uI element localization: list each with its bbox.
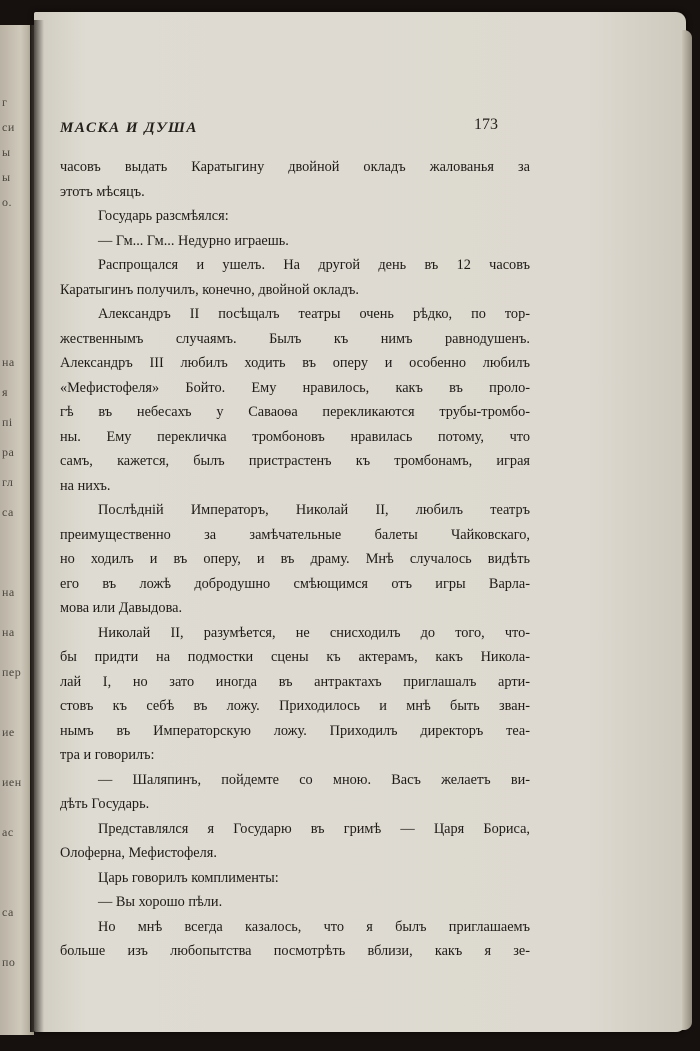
text-line: Олоферна, Мефистофеля.: [60, 845, 217, 861]
left-page-fragment: пер: [2, 665, 22, 679]
left-page-fragment: на: [2, 585, 15, 599]
text-line: больше изъ любопытства посмотрѣть вблизи, какъ я зе-: [60, 943, 530, 959]
left-page-fragment: ие: [2, 725, 15, 739]
left-page-fragment: ы: [2, 170, 11, 184]
text-line: Каратыгинъ получилъ, конечно, двойной окладъ.: [60, 281, 359, 298]
left-page-fragment: пі: [2, 415, 13, 429]
left-page-edge: [0, 25, 34, 1035]
text-line: Александръ II посѣщалъ театры очень рѣдко, по тор-: [98, 306, 530, 322]
left-page-fragment: са: [2, 905, 14, 919]
text-line: — Вы хорошо пѣли.: [98, 894, 223, 910]
text-line: — Шаляпинъ, пойдемте со мною. Васъ желаетъ ви-: [98, 771, 530, 788]
left-page-fragment: ас: [2, 825, 14, 839]
page-edge: [682, 30, 692, 1030]
left-page-fragment: си: [2, 120, 15, 134]
text-line: Царь говорилъ комплименты:: [98, 869, 279, 886]
text-line: часовъ выдать Каратыгину двойной окладъ жалованья за: [60, 159, 530, 175]
text-line: лай I, но зато иногда въ антрактахъ приглашалъ арти-: [60, 673, 530, 690]
text-line: гѣ въ небесахъ у Саваоѳа перекликаются трубы-тромбо-: [60, 404, 530, 420]
left-page-fragment: са: [2, 505, 14, 519]
left-page-fragment: на: [2, 625, 15, 639]
text-line: ны. Ему перекличка тромбоновъ нравилась потому, что: [60, 428, 530, 445]
text-line: жественнымъ случаямъ. Былъ къ нимъ равнодушенъ.: [60, 330, 530, 347]
text-line: бы придти на подмостки сцены къ актерамъ, какъ Никола-: [60, 649, 530, 665]
text-line: Но мнѣ всегда казалось, что я былъ приглашаемъ: [98, 918, 530, 935]
text-line: нымъ въ Императорскую ложу. Приходилъ директоръ теа-: [60, 722, 530, 739]
text-line: «Мефистофеля» Бойто. Ему нравилось, какъ въ проло-: [60, 379, 530, 396]
left-page-fragment: я: [2, 385, 9, 399]
text-line: преимущественно за замѣчательные балеты Чайковскаго,: [60, 526, 530, 543]
text-line: — Гм... Гм... Недурно играешь.: [98, 232, 289, 249]
left-page-fragment: ы: [2, 145, 11, 159]
text-line: самъ, кажется, былъ пристрастенъ къ тромбонамъ, играя: [60, 453, 530, 469]
left-page-fragment: г: [2, 95, 8, 109]
body-text: [60, 155, 530, 964]
text-line: Николай II, разумѣется, не снисходилъ до того, что-: [98, 624, 530, 641]
text-line: Государь разсмѣялся:: [98, 208, 229, 224]
text-line: стовъ къ себѣ въ ложу. Приходилось и мнѣ быть зван-: [60, 698, 530, 714]
left-page-fragment: гл: [2, 475, 14, 489]
text-line: Распрощался и ушелъ. На другой день въ 12 часовъ: [98, 257, 530, 273]
left-page-fragment: ра: [2, 445, 15, 459]
text-line: этотъ мѣсяцъ.: [60, 183, 145, 200]
text-line: его въ ложѣ добродушно смѣющимся отъ игры Варла-: [60, 575, 530, 592]
left-page-fragment: о.: [2, 195, 12, 209]
text-line: Послѣдній Императоръ, Николай II, любилъ театръ: [98, 502, 530, 518]
left-page-fragment: иен: [2, 775, 22, 789]
left-page-fragment: на: [2, 355, 15, 369]
page-number: 173: [474, 116, 498, 133]
gutter-shadow: [30, 20, 44, 1032]
text-line: тра и говорилъ:: [60, 747, 155, 763]
text-line: но ходилъ и въ оперу, и въ драму. Мнѣ случалось видѣть: [60, 551, 530, 567]
running-head: МАСКА И ДУША: [60, 120, 198, 136]
text-line: Представлялся я Государю въ гримѣ — Царя Бориса,: [98, 820, 530, 837]
text-line: дѣть Государь.: [60, 796, 150, 812]
text-line: Александръ III любилъ ходить въ оперу и особенно любилъ: [60, 355, 530, 371]
text-line: на нихъ.: [60, 477, 111, 494]
text-line: мова или Давыдова.: [60, 600, 183, 616]
left-page-fragment: по: [2, 955, 16, 969]
